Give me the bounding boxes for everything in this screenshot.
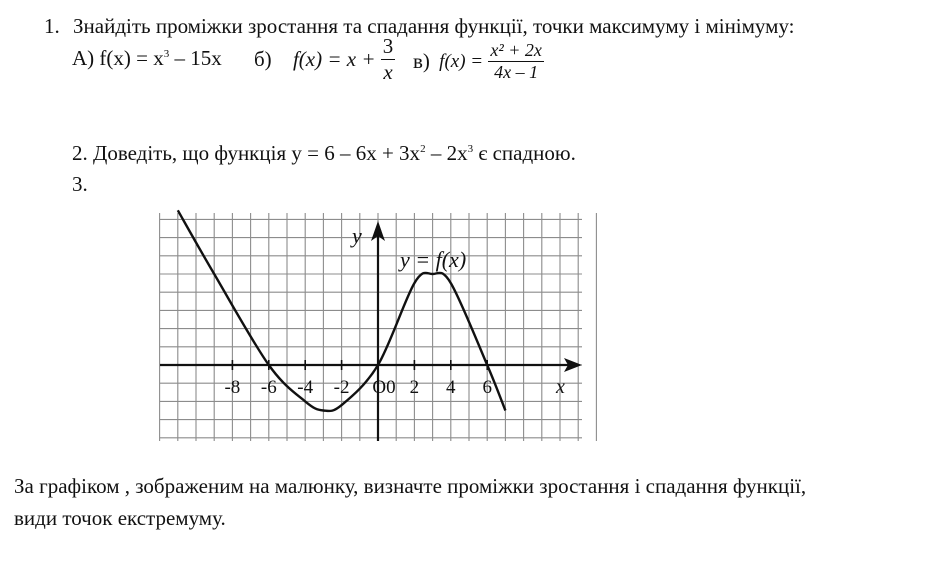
item-b-denominator: x xyxy=(381,59,396,85)
task2 xyxy=(72,141,576,166)
item-c-lhs: f(x) = xyxy=(439,50,484,72)
task2-text-a: Доведіть, що функція y = 6 – 6x + 3x xyxy=(93,141,421,165)
x-axis-label: x xyxy=(556,376,565,398)
task3-number: 3. xyxy=(72,172,88,196)
task1-item-c xyxy=(413,40,544,83)
task2-power-b: 3 xyxy=(467,143,474,155)
question-line-2: види точок екстремуму. xyxy=(14,506,226,530)
item-c-fraction xyxy=(488,40,544,83)
item-b-fraction xyxy=(381,34,396,85)
task2-number: 2. xyxy=(72,141,88,165)
task1-number: 1. xyxy=(44,14,60,38)
x-tick-label: -6 xyxy=(260,377,277,398)
x-tick-label: O0 xyxy=(372,377,396,398)
y-axis-label: y xyxy=(352,223,362,248)
item-b-lhs: f(x) = x + xyxy=(292,47,376,71)
task1-heading xyxy=(44,14,795,39)
task2-text-c: є спадною. xyxy=(478,141,576,165)
item-a-label: А) xyxy=(72,46,95,70)
task2-text-b: – 2x xyxy=(430,141,468,165)
task2-power-a: 2 xyxy=(420,143,426,155)
item-a-rhs: – 15x xyxy=(174,46,222,70)
task1-item-a xyxy=(72,46,222,71)
graph-svg xyxy=(150,205,602,453)
function-label: y = f(x) xyxy=(400,247,467,272)
item-c-numerator: x² + 2x xyxy=(490,40,542,60)
item-c-denominator: 4x – 1 xyxy=(488,61,544,83)
question-line-1: За графіком , зображеним на малюнку, визначте проміжки зростання і спадання функції, xyxy=(14,474,807,498)
x-tick-label: 6 xyxy=(482,377,492,398)
function-graph xyxy=(150,205,602,453)
item-c-label: в) xyxy=(413,49,430,73)
item-a-power: 3 xyxy=(163,48,170,60)
x-tick-label: -2 xyxy=(333,377,350,398)
task1-title: Знайдіть проміжки зростання та спадання функції, точки максимуму і мінімуму: xyxy=(73,14,795,38)
item-b-label: б) xyxy=(254,47,272,71)
x-tick-label: 2 xyxy=(409,377,420,398)
x-tick-label: 4 xyxy=(446,377,456,398)
x-tick-label: -8 xyxy=(224,377,241,398)
task1-item-b xyxy=(254,34,395,85)
x-tick-label: -4 xyxy=(297,377,314,398)
item-b-numerator: 3 xyxy=(382,34,394,58)
item-a-lhs: f(x) = x xyxy=(99,46,164,70)
